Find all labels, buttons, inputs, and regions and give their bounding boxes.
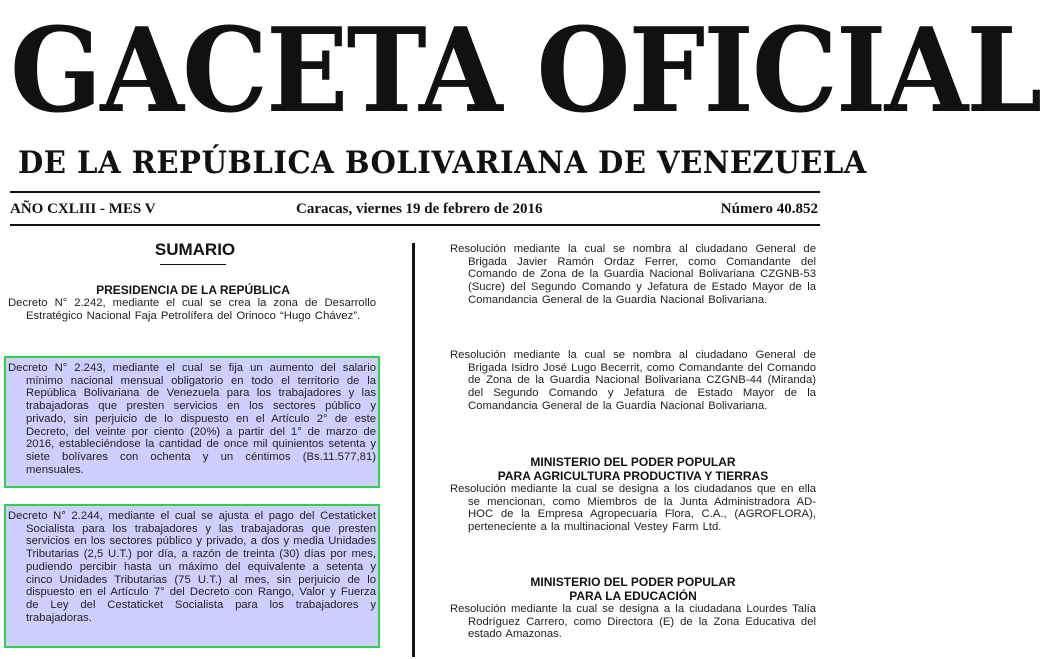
issue-number: Número 40.852 [720,201,818,217]
ministerio-agricultura-line2: PARA AGRICULTURA PRODUCTIVA Y TIERRAS [497,469,769,483]
masthead-subtitle: DE LA REPÚBLICA BOLIVARIANA DE VENEZUELA [18,145,867,181]
decreto-2242: Decreto N° 2.242, mediante el cual se crea la zona de Desarrollo Estratégico Nacional Faja Petrolífera del Orinoco “Hugo Chávez”. [8,297,376,322]
column-divider [412,243,415,657]
section-presidencia: PRESIDENCIA DE LA REPÚBLICA [96,283,290,297]
issue-date: Caracas, viernes 19 de febrero de 2016 [296,201,543,217]
decreto-2243: Decreto N° 2.243, mediante el cual se fija un aumento del salario mínimo nacional mensual obligatorio en todo el territorio de la República Bolivariana de Venezuela para los trabajadores y las trabajadoras que presten servicios en los sectores público y privado, sin perjuicio de lo dispuesto en el Artículo 2° de este Decreto, del veinte por ciento (20%) a partir del 1° de marzo de 2016, estableciéndose la cantidad de once mil quinientos setenta y siete bolívares con ochenta y un céntimos (Bs.11.577,81) mensuales. [8,362,376,476]
bottom-rule [10,224,820,226]
resolucion-ordaz-ferrer: Resolución mediante la cual se nombra al ciudadano General de Brigada Javier Ramón Ordaz Ferrer, como Comandante del Comando de Zona de la Guardia Nacional Bolivariana CZGNB-53 (Sucre) del Segundo Comando y Jefatura de Estado Mayor de la Comandancia General de la Guardia Nacional Bolivariana. [450,243,816,306]
sumario-heading: SUMARIO [154,240,236,259]
resolucion-agroflora: Resolución mediante la cual se designa a los ciudadanos que en ella se mencionan, como Miembros de la Junta Administradora AD-HOC de la Empresa Agropecuaria Flora, C.A., (AGROFLORA), perteneciente a la multinacional Vestey Farm Ltd. [450,483,816,534]
ministerio-educacion-line1: MINISTERIO DEL PODER POPULAR [530,575,736,589]
top-rule [10,191,820,193]
resolucion-rodriguez-carrero: Resolución mediante la cual se designa a la ciudadana Lourdes Talía Rodríguez Carrero, como Directora (E) de la Zona Educativa del estado Amazonas. [450,603,816,641]
decreto-2244: Decreto N° 2.244, mediante el cual se ajusta el pago del Cestaticket Socialista para los trabajadores y las trabajadoras que presten servicios en los sectores público y privado, a dos y media Unidades Tributarias (2,5 U.T.) por día, a razón de treinta (30) días por mes, pudiendo percibir hasta un máximo del equivalente a setenta y cinco Unidades Tributarias (75 U.T.) al mes, sin perjuicio de lo dispuesto en el Artículo 7° del Decreto con Rango, Valor y Fuerza de Ley del Cestaticket Socialista para los trabajadores y trabajadoras. [8,510,376,624]
ministerio-educacion-line2: PARA LA EDUCACIÓN [569,589,697,603]
resolucion-lugo-becerrit: Resolución mediante la cual se nombra al ciudadano General de Brigada Isidro José Lugo Becerrit, como Comandante del Comando de Zona de la Guardia Nacional Bolivariana CZGNB-44 (Miranda) del Segundo Comando y Jefatura de Estado Mayor de la Comandancia General de la Guardia Nacional Bolivariana. [450,349,816,412]
ministerio-agricultura-line1: MINISTERIO DEL PODER POPULAR [530,455,736,469]
masthead [0,0,1040,190]
sumario-underline [160,264,226,265]
issue-year-month: AÑO CXLIII - MES V [10,201,156,217]
masthead-title: GACETA OFICIAL [10,3,1040,139]
